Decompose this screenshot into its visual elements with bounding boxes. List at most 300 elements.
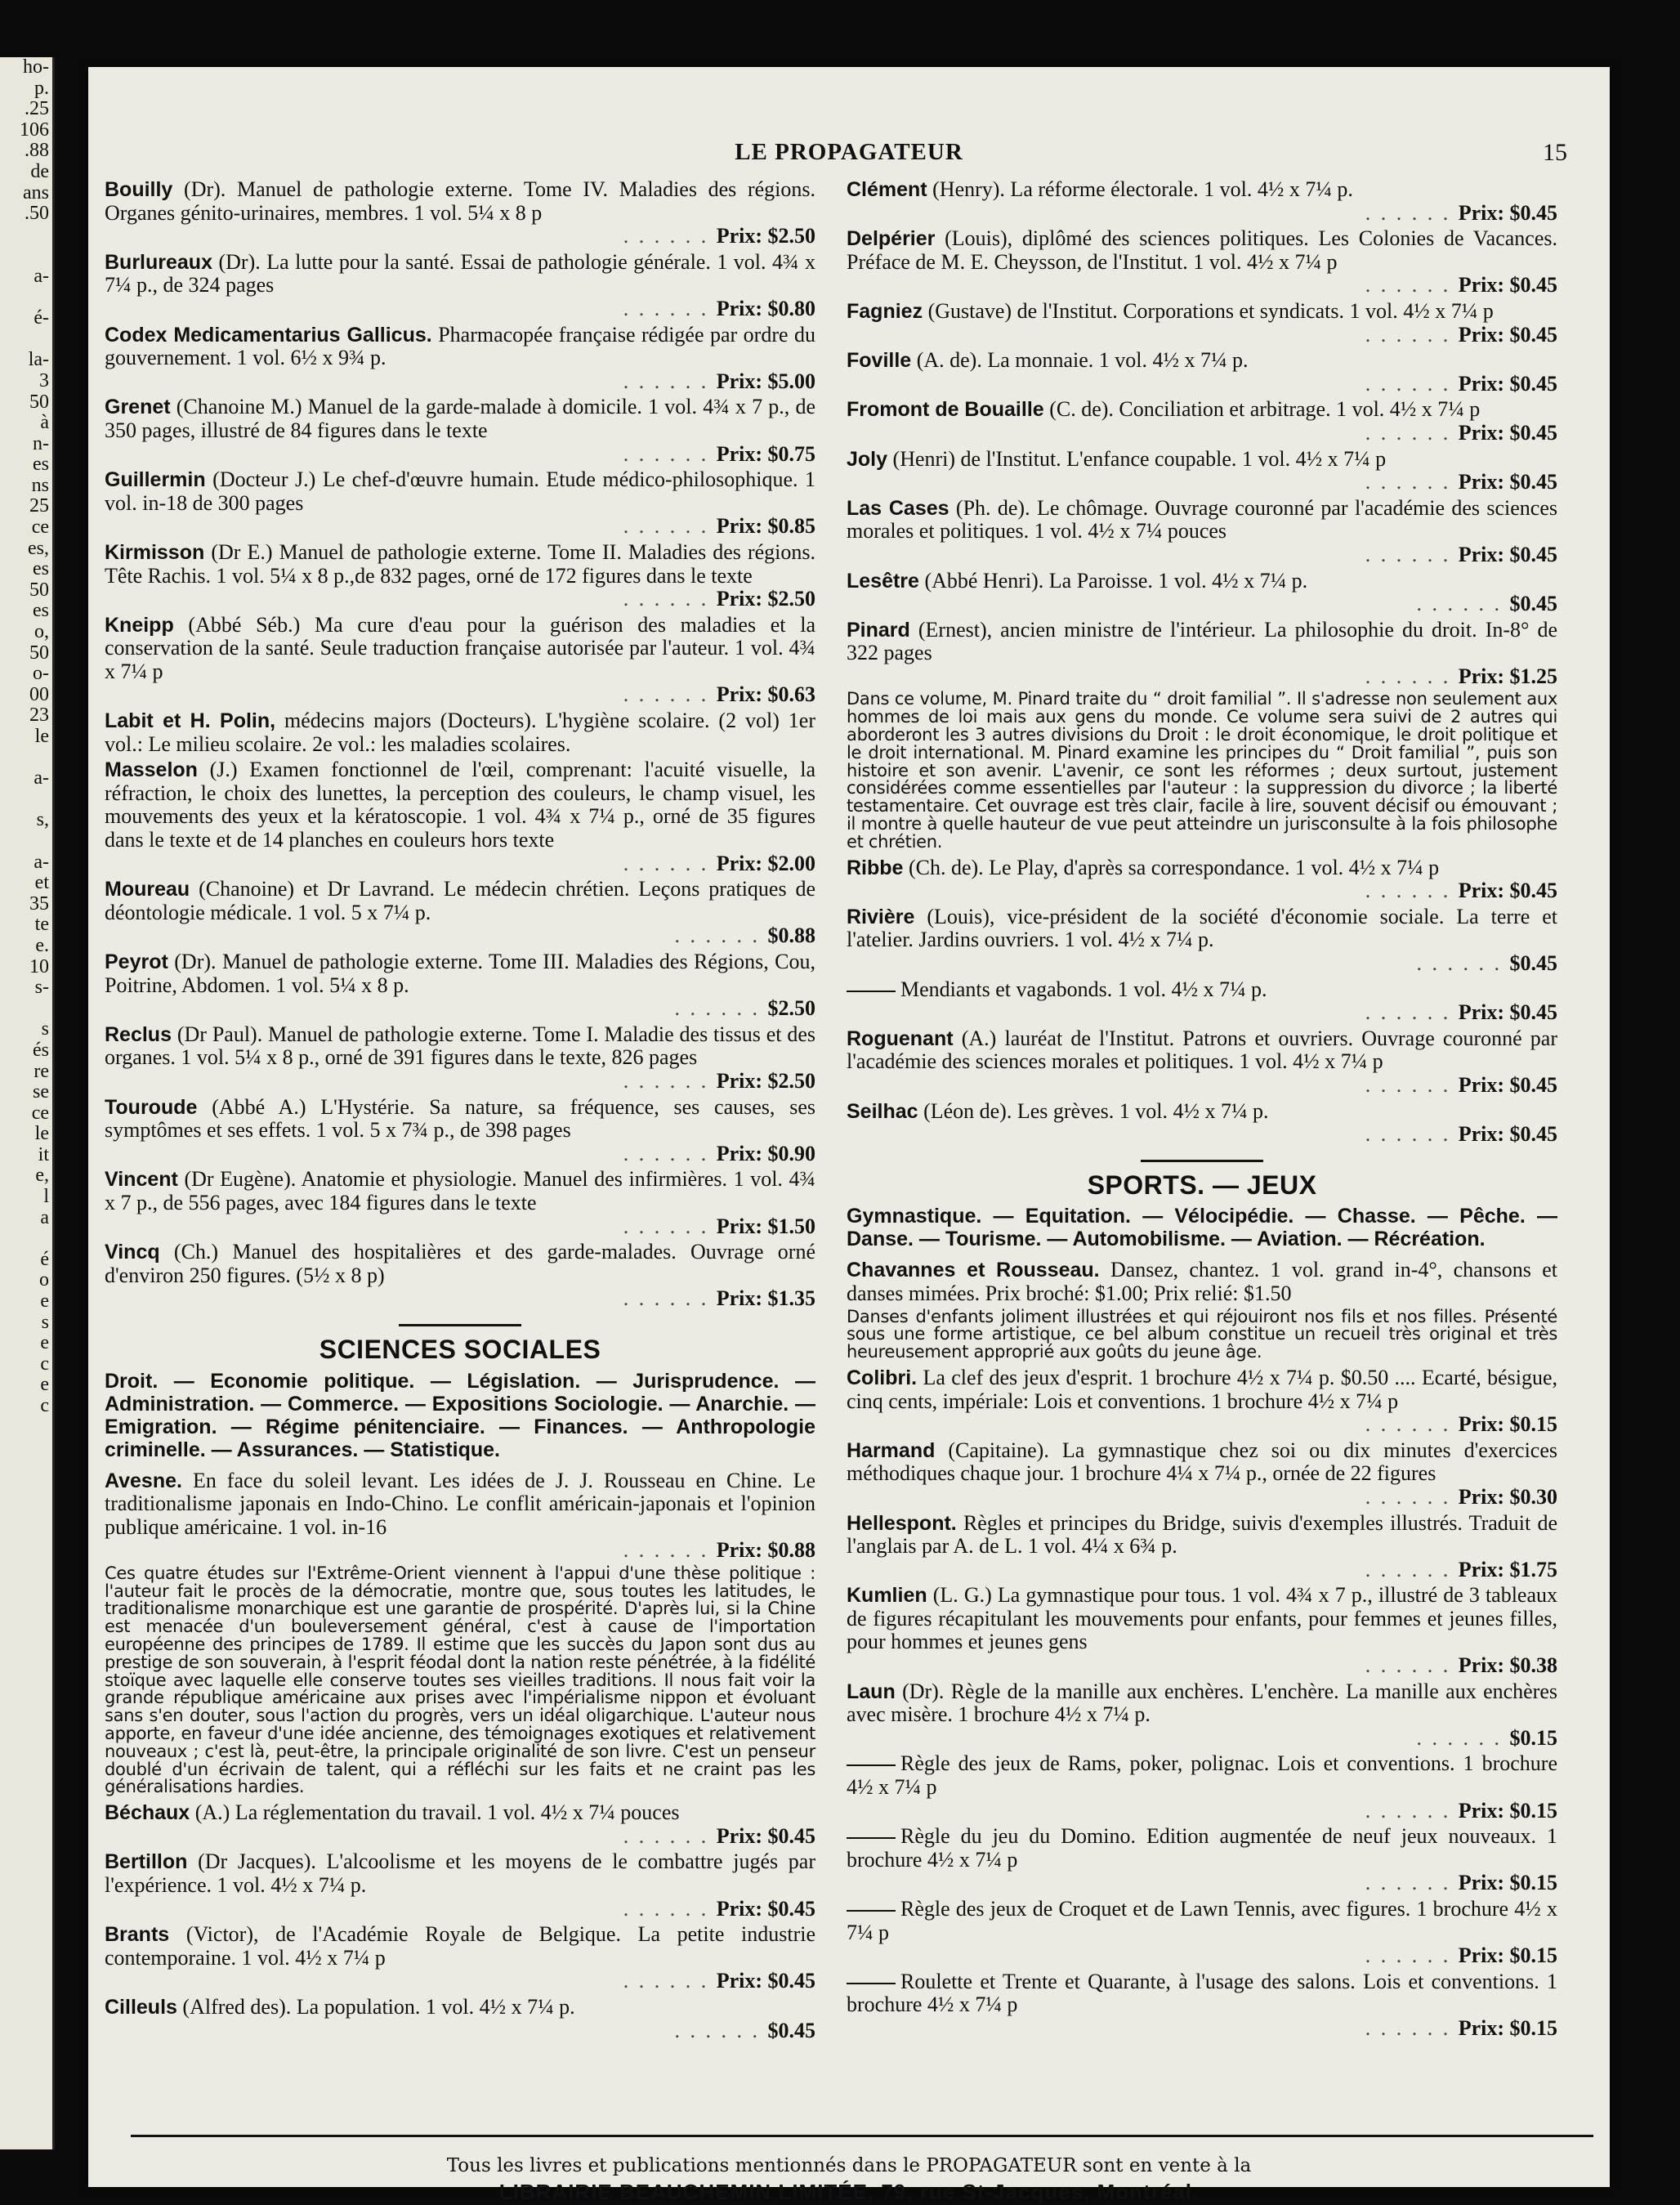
ditto-dash — [847, 1910, 896, 1912]
entry-price: Prix: $0.45 — [716, 1896, 815, 1921]
leader-dots: . . . . . . — [1416, 592, 1510, 616]
entry-price-line — [847, 1944, 1557, 1968]
leader-dots: . . . . . . — [623, 514, 717, 539]
leader-dots: . . . . . . — [1416, 951, 1510, 976]
entry-author: Touroude — [105, 1095, 198, 1119]
medical-entries — [105, 178, 815, 1311]
entry-price: Prix: $0.45 — [1458, 200, 1557, 225]
entry-author: Reclus — [105, 1022, 172, 1046]
leader-dots: . . . . . . — [1365, 420, 1459, 445]
entry-price-line — [847, 471, 1557, 494]
entry-author: Avesne. — [105, 1469, 182, 1492]
entry-price-line — [105, 1539, 815, 1563]
entry-text: Mendiants et vagabonds. 1 vol. 4½ x 7¼ p. — [900, 977, 1267, 1001]
catalog-entry — [847, 978, 1557, 1025]
footer-line-1: Tous les livres et publications mentionnés dans le PROPAGATEUR sont en vente à la — [446, 2155, 1252, 2176]
entry-price-line — [847, 422, 1557, 445]
leader-dots: . . . . . . — [1365, 1653, 1459, 1678]
entry-author: Kirmisson — [105, 540, 205, 564]
entry-text: (Gustave) de l'Institut. Corporations et syndicats. 1 vol. 4½ x 7¼ p — [927, 298, 1494, 323]
previous-page-fragment: o- — [33, 663, 49, 685]
ditto-dash — [847, 991, 896, 992]
entry-price-line — [847, 543, 1557, 567]
entry-price: Prix: $0.45 — [1458, 542, 1557, 566]
leader-dots: . . . . . . — [1365, 371, 1459, 396]
catalog-entry — [847, 1680, 1557, 1751]
entry-price: $0.15 — [1509, 1725, 1557, 1750]
entry-text: (Louis), vice-président de la société d'économie sociale. La terre et l'atelier. Jardins ouvriers. 1 vol. 4½ x 7¼ p. — [847, 904, 1558, 952]
entry-author: Vincq — [105, 1241, 160, 1264]
leader-dots: . . . . . . — [1365, 322, 1459, 347]
previous-page-fragment — [0, 245, 52, 266]
footer-line-2: LIBRAIRIE BEAUCHEMIN LIMITÉE, 79, rue St-Jacques, Montréal. — [498, 2180, 1200, 2204]
previous-page-fragment — [0, 288, 52, 309]
entry-text: La clef des jeux d'esprit. 1 brochure 4½ x 7¼ p. $0.50 .... Ecarté, bésigue, cinq cents, impériale: Lois et conventions. 1 brochure 4½ x 7¼ p — [847, 1365, 1557, 1413]
entry-text: (A. de). La monnaie. 1 vol. 4½ x 7¼ p. — [916, 348, 1249, 373]
catalog-entry — [105, 468, 815, 539]
entry-price-line — [847, 1123, 1557, 1147]
catalog-entry — [847, 349, 1557, 396]
entry-price: $0.45 — [1509, 951, 1557, 976]
previous-page-fragment: o — [39, 1269, 49, 1291]
catalog-entry — [847, 300, 1557, 347]
section-subtitle: Droit. — Economie politique. — Législation. — Jurisprudence. — Administration. — Commerce. — Expositions Sociologie. — Anarchie. — Emigration. — Régime pénitenciaire. — Finances. — Anthropologie criminelle. — Assurances. — Statistique. — [105, 1369, 815, 1461]
previous-page-fragment: é- — [34, 307, 49, 329]
catalog-entry — [105, 1923, 815, 1993]
previous-page-fragment: 50 — [29, 391, 49, 413]
leader-dots: . . . . . . — [623, 1969, 717, 1993]
previous-page-fragment: 10 — [29, 955, 49, 977]
entry-text: (Dr E.) Manuel de pathologie externe. Tome II. Maladies des régions. Tête Rachis. 1 vol. 5¼ x 8 p.,de 832 pages, orné de 172 figures dans le texte — [105, 539, 816, 588]
leader-dots: . . . . . . — [1365, 1798, 1459, 1823]
entry-author: Las Cases — [847, 496, 949, 520]
entry-price: Prix: $0.30 — [1458, 1484, 1557, 1509]
previous-page-fragment — [0, 329, 52, 351]
entry-price-line — [105, 1070, 815, 1094]
catalog-entry — [105, 1996, 815, 2042]
previous-page-fragment: te — [34, 914, 49, 936]
entry-author: Hellespont. — [847, 1511, 957, 1535]
entry-text: (Victor), de l'Académie Royale de Belgique. La petite industrie contemporaine. 1 vol. 4½ x 7¼ p — [105, 1922, 815, 1970]
section-divider — [399, 1324, 521, 1326]
entry-author: Fagniez — [847, 299, 923, 323]
page-footer — [88, 2153, 1610, 2205]
previous-page-fragment — [0, 225, 52, 246]
entry-price-line — [847, 1654, 1557, 1678]
entry-text: Pharmacopée française rédigée par ordre du gouvernement. 1 vol. 6½ x 9¾ p. — [105, 322, 815, 370]
entry-price-line — [105, 1898, 815, 1921]
leader-dots: . . . . . . — [1365, 1122, 1459, 1147]
previous-page-fragment: la- — [28, 349, 49, 371]
entry-text: (Chanoine) et Dr Lavrand. Le médecin chrétien. Leçons pratiques de déontologie médicale. 1 vol. 5 x 7¼ p. — [105, 877, 815, 924]
entry-author: Lesêtre — [847, 569, 919, 593]
entry-price-line — [847, 1800, 1557, 1823]
previous-page-fragment — [0, 1438, 52, 1459]
previous-page-fragment: e — [40, 1332, 49, 1354]
leader-dots: . . . . . . — [1416, 1725, 1510, 1750]
entry-price: Prix: $0.15 — [1458, 1943, 1557, 1968]
entry-price: Prix: $0.63 — [716, 682, 815, 707]
previous-page-fragment: a- — [34, 265, 49, 287]
entry-author: Labit et H. Polin, — [105, 709, 276, 733]
leader-dots: . . . . . . — [623, 1141, 717, 1165]
previous-page-fragment: s — [41, 1311, 49, 1333]
entry-author: Harmand — [847, 1438, 936, 1462]
entry-author: Clément — [847, 178, 927, 201]
catalog-entry — [105, 251, 815, 321]
entry-author: Roguenant — [847, 1026, 954, 1050]
page — [88, 67, 1610, 2204]
catalog-entry — [847, 619, 1557, 689]
previous-page-fragment — [0, 789, 52, 811]
previous-page-fragment: .50 — [25, 203, 49, 225]
previous-page-fragment: s, — [36, 809, 49, 831]
previous-page-fragment: 3 — [39, 369, 49, 391]
leader-dots: . . . . . . — [1365, 2015, 1459, 2040]
catalog-entry — [105, 1168, 815, 1238]
previous-page-fragment: ans — [23, 181, 49, 204]
entry-price-line — [105, 515, 815, 539]
previous-page-fragment: e. — [35, 934, 49, 956]
leader-dots: . . . . . . — [1365, 1412, 1459, 1437]
entry-price: Prix: $0.15 — [1458, 2015, 1557, 2040]
entry-price-line — [847, 1727, 1557, 1751]
entry-price-line — [847, 879, 1557, 903]
previous-page-fragment: a — [40, 1206, 49, 1228]
entry-author: Laun — [847, 1679, 896, 1703]
entry-price: Prix: $0.45 — [1458, 470, 1557, 494]
entry-author: Peyrot — [105, 950, 168, 973]
entry-author: Burlureaux — [105, 250, 212, 274]
entry-price-line — [847, 202, 1557, 226]
catalog-entry — [847, 857, 1557, 903]
entry-price-line — [847, 1559, 1557, 1582]
previous-page-fragment: ns — [31, 474, 49, 496]
entry-price: Prix: $0.45 — [1458, 1000, 1557, 1025]
entry-price-line — [105, 370, 815, 394]
entry-author: Ribbe — [847, 856, 904, 879]
section-title-sports-jeux: SPORTS. — JEUX — [1087, 1170, 1317, 1200]
entry-text: (Léon de). Les grèves. 1 vol. 4½ x 7¼ p. — [923, 1098, 1269, 1123]
previous-page-fragment: p. — [34, 77, 49, 99]
chavannes-entry — [847, 1259, 1557, 1305]
entry-author: Bouilly — [105, 178, 173, 201]
catalog-entry — [847, 178, 1557, 225]
entry-price: Prix: $2.50 — [716, 1068, 815, 1093]
page-number: 15 — [1543, 139, 1567, 166]
entry-price-line — [847, 593, 1557, 616]
entry-price: Prix: $5.00 — [716, 369, 815, 393]
entry-price-line — [847, 1413, 1557, 1437]
entry-author: Delpérier — [847, 227, 936, 251]
left-column — [105, 178, 815, 2045]
entry-author: Chavannes et Rousseau. — [847, 1259, 1100, 1282]
entry-price: Prix: $0.15 — [1458, 1871, 1557, 1895]
entry-text: (Abbé Séb.) Ma cure d'eau pour la guérison des maladies et la conservation de la santé. Seule traduction française autorisée par l'auteur. 1 vol. 4¾ x 7¼ p — [105, 612, 815, 683]
entry-price-line — [847, 1872, 1557, 1895]
avesne-note: Ces quatre études sur l'Extrême-Orient viennent à l'appui d'une thèse politique : l'auteur fait le procès de la démocratie, montre que, sous toutes les latitudes, le traditionalisme monarchique est une garantie de prospérité. D'après lui, si la Chine est menacée d'un bouleversement général, c'est à cause de l'importation européenne des principes de 1789. Il estime que les succès du Japon sont dus au prestige de son souverain, à l'esprit féodal dont la nation reste pénétrée, à la fidélité stoïque avec laquelle elle conserve toutes ses vieilles traditions. Il nous fait voir la grande république américaine aux prises avec l'impérialisme nippon et évoluant sans s'en douter, sous l'action du progrès, vers un idéal oligarchique. L'auteur nous apporte, en faveur d'une idée ancienne, des témoignages exotiques et relativement nouveaux ; c'est là, peut-être, la principale originalité de son livre. C'est un penseur doublé d'un écrivain de talent, qui a réfléchi sur les faits et ne craint pas les généralisations hardies. — [105, 1563, 815, 1797]
previous-page-fragment: és — [33, 1039, 49, 1061]
leader-dots: . . . . . . — [1365, 1557, 1459, 1581]
pinard-note: Dans ce volume, M. Pinard traite du “ droit familial ”. Il s'adresse non seulement aux hommes de loi mais aux gens du monde. Ce volume sera suivi de 2 autres qui aborderont les 3 autres divisions du Droit : le droit économique, le droit politique et le droit international. M. Pinard examine les principes du “ Droit familial ”, puis son histoire et son avenir. L'avenir, ce sont les réformes ; deux surtout, justement considérées comme essentielles par l'auteur : la suppression du divorce ; la liberté testamentaire. Cet ouvrage est très clair, facile à lire, souvent décisif ou émouvant ; il montre à quelle hauteur de vue peut atteindre un jurisconsulte à la fois philosophe et chrétien. — [847, 689, 1557, 852]
entry-price: $0.45 — [767, 2018, 815, 2042]
entry-price: $0.45 — [1509, 592, 1557, 616]
catalog-entry — [105, 178, 815, 248]
previous-page-fragment: a- — [34, 767, 49, 789]
leader-dots: . . . . . . — [1365, 200, 1459, 225]
catalog-entry — [847, 497, 1557, 567]
entry-price: Prix: $2.50 — [716, 587, 815, 611]
entry-author: Bertillon — [105, 1850, 188, 1874]
right-column — [847, 178, 1557, 2043]
entry-text: (Alfred des). La population. 1 vol. 4½ x 7¼ p. — [182, 1994, 575, 2019]
entry-price: Prix: $0.45 — [1458, 420, 1557, 445]
entry-text: (Louis), diplômé des sciences politiques. Les Colonies de Vacances. Préface de M. E. Cheysson, de l'Institut. 1 vol. 4½ x 7¼ p — [847, 226, 1557, 274]
previous-page-fragment — [0, 1228, 52, 1250]
leader-dots: . . . . . . — [623, 851, 717, 875]
previous-page-fragment: es — [33, 454, 49, 476]
entry-text: (Ch.) Manuel des hospitalières et des garde-malades. Ouvrage orné d'environ 250 figures. (5½ x 8 p) — [105, 1240, 815, 1287]
catalog-entry — [105, 758, 815, 875]
entry-price-line — [105, 588, 815, 611]
catalog-entry — [105, 1469, 815, 1563]
entry-price: Prix: $0.45 — [716, 1969, 815, 1993]
entry-price-line — [847, 2017, 1557, 2041]
entry-text: (Abbé A.) L'Hystérie. Sa nature, sa fréquence, ses causes, ses symptômes et ses effets. 1 vol. 5 x 7¾ p., de 398 pages — [105, 1094, 815, 1143]
entry-text: (Dr Paul). Manuel de pathologie externe. Tome I. Maladie des tissus et des organes. 1 vol. 5¼ x 8 p., orné de 391 figures dans le texte, 826 pages — [105, 1022, 816, 1070]
previous-page-fragment: es — [33, 558, 49, 580]
entry-author: Rivière — [847, 905, 915, 928]
previous-page-fragment — [0, 748, 52, 769]
entry-price-line — [105, 924, 815, 948]
leader-dots: . . . . . . — [623, 296, 717, 320]
entry-price: Prix: $0.38 — [1458, 1653, 1557, 1678]
entry-author: Foville — [847, 349, 912, 373]
leader-dots: . . . . . . — [1365, 879, 1459, 903]
section-divider — [1141, 1160, 1263, 1162]
entry-price-line — [847, 324, 1557, 347]
catalog-entry — [105, 1023, 815, 1094]
entry-author: Masselon — [105, 758, 198, 782]
entry-price-line — [847, 1001, 1557, 1025]
entry-text: (Dr). La lutte pour la santé. Essai de pathologie générale. 1 vol. 4¾ x 7¼ p., de 324 pages — [105, 249, 816, 297]
entry-text: Règle du jeu du Domino. Edition augmentée de neuf jeux nouveaux. 1 brochure 4½ x 7¼ p — [847, 1824, 1557, 1872]
previous-page-fragment: es — [33, 600, 49, 622]
social-entries-continued — [847, 178, 1557, 688]
leader-dots: . . . . . . — [623, 224, 717, 248]
catalog-entry — [105, 709, 815, 756]
catalog-entry — [847, 570, 1557, 616]
catalog-entry — [105, 950, 815, 1021]
catalog-entry — [847, 1898, 1557, 1968]
previous-page-fragment — [0, 831, 52, 852]
previous-page-fragment: s- — [34, 977, 49, 999]
entry-text: (J.) Examen fonctionnel de l'œil, comprenant: l'acuité visuelle, la réfraction, le choix des lunettes, la perception des couleurs, le champ visuel, les mouvements des yeux et la kératoscopie. 1 vol. 4¾ x 7¼ p., orné de 35 figures dans le texte et de 14 planches en couleurs hors texte — [105, 758, 815, 852]
leader-dots: . . . . . . — [1365, 542, 1459, 566]
entry-author: Guillermin — [105, 468, 206, 492]
entry-price: Prix: $0.85 — [716, 514, 815, 539]
entry-text: (L. G.) La gymnastique pour tous. 1 vol. 4¾ x 7 p., illustré de 3 tableaux de figures récapitulant les mouvements pour enfants, pour femmes et jeunes filles, pour hommes et jeunes gens — [847, 1583, 1558, 1654]
previous-page-edge — [0, 57, 55, 2149]
entry-price: $2.50 — [767, 996, 815, 1021]
previous-page-fragment: 106 — [20, 119, 49, 141]
entry-price-line — [105, 2019, 815, 2043]
leader-dots: . . . . . . — [623, 1286, 717, 1311]
entry-author: Vincent — [105, 1168, 178, 1192]
entry-price-line — [105, 683, 815, 707]
leader-dots: . . . . . . — [623, 1823, 717, 1848]
catalog-entry — [105, 1241, 815, 1311]
catalog-entry — [105, 1801, 815, 1848]
entry-text: (Dr). Règle de la manille aux enchères. L'enchère. La manille aux enchères avec misère. 1 brochure 4½ x 7¼ p. — [847, 1679, 1557, 1727]
entry-text: (Ph. de). Le chômage. Ouvrage couronné par l'académie des sciences morales et politiques. 1 vol. 4½ x 7¼ pouces — [847, 495, 1557, 543]
previous-page-fragment: le — [34, 726, 49, 747]
leader-dots: . . . . . . — [674, 996, 768, 1021]
entry-price: Prix: $0.80 — [716, 296, 815, 320]
entry-price-line — [847, 373, 1557, 396]
previous-page-fragment: c — [40, 1395, 49, 1416]
ditto-dash — [847, 1764, 896, 1766]
entry-price-line — [105, 297, 815, 321]
previous-page-fragment: ce — [31, 517, 49, 539]
catalog-entry — [847, 1752, 1557, 1823]
entry-price: Prix: $1.50 — [716, 1214, 815, 1238]
catalog-entry — [847, 1970, 1557, 2041]
catalog-entry — [105, 324, 815, 394]
catalog-entry — [847, 398, 1557, 445]
entry-price-line — [105, 1825, 815, 1849]
previous-page-fragment: a- — [34, 851, 49, 873]
entry-price: Prix: $0.45 — [1458, 371, 1557, 396]
entry-price: Prix: $1.75 — [1458, 1557, 1557, 1581]
entry-price: Prix: $1.25 — [1458, 664, 1557, 688]
leader-dots: . . . . . . — [623, 1538, 717, 1563]
entry-price-line — [105, 225, 815, 248]
entry-price-line — [847, 1486, 1557, 1510]
previous-page-fragment: 25 — [29, 495, 49, 517]
entry-author: Grenet — [105, 396, 171, 419]
leader-dots: . . . . . . — [1365, 1943, 1459, 1968]
entry-price: Prix: $2.00 — [716, 851, 815, 875]
page-title: LE PROPAGATEUR — [735, 139, 963, 165]
catalog-entry — [105, 1096, 815, 1166]
page-header — [88, 139, 1610, 172]
entry-author: Cilleuls — [105, 1995, 177, 2019]
entry-price: Prix: $2.50 — [716, 224, 815, 248]
catalog-entry — [847, 1259, 1557, 1305]
entry-price: Prix: $0.75 — [716, 441, 815, 466]
entry-author: Pinard — [847, 618, 910, 642]
entry-text: (Ernest), ancien ministre de l'intérieur. La philosophie du droit. In-8° de 322 pages — [847, 617, 1558, 665]
previous-page-fragment — [0, 1459, 52, 1480]
previous-page-fragment: s — [41, 1018, 49, 1040]
avesne-entry — [105, 1469, 815, 1563]
section-title-sciences-sociales: SCIENCES SOCIALES — [319, 1334, 601, 1364]
ditto-dash — [847, 1837, 896, 1839]
leader-dots: . . . . . . — [1365, 273, 1459, 297]
previous-page-fragment: de — [30, 160, 49, 182]
entry-price-line — [847, 274, 1557, 297]
previous-page-fragment: é — [40, 1248, 49, 1270]
catalog-entry — [847, 227, 1557, 297]
entry-price: Prix: $0.45 — [1458, 322, 1557, 347]
previous-page-fragment: .25 — [25, 98, 49, 120]
entry-author: Codex Medicamentarius Gallicus. — [105, 323, 432, 347]
entry-price-line — [847, 665, 1557, 689]
leader-dots: . . . . . . — [623, 1214, 717, 1238]
entry-price-line — [105, 852, 815, 876]
previous-page-fragment: à — [40, 412, 49, 434]
catalog-entry — [847, 1366, 1557, 1437]
entry-author: Brants — [105, 1923, 170, 1947]
entry-author: Kumlien — [847, 1584, 927, 1608]
previous-page-fragment: c — [40, 1353, 49, 1375]
entry-price: Prix: $0.45 — [1458, 879, 1557, 903]
leader-dots: . . . . . . — [1365, 664, 1459, 688]
previous-page-fragment: le — [34, 1123, 49, 1145]
entry-price-line — [847, 952, 1557, 976]
entry-author: Kneipp — [105, 613, 174, 637]
previous-page-fragment: re — [34, 1060, 49, 1082]
entry-price: Prix: $0.15 — [1458, 1412, 1557, 1437]
entry-text: (A.) La réglementation du travail. 1 vol. 4½ x 7¼ pouces — [194, 1800, 680, 1825]
entry-price-line — [105, 1287, 815, 1311]
entry-text: (Henry). La réforme électorale. 1 vol. 4½ x 7¼ p. — [932, 177, 1353, 201]
entry-price: Prix: $0.88 — [716, 1538, 815, 1563]
catalog-entry — [105, 614, 815, 707]
chavannes-note: Danses d'enfants joliment illustrées et qui réjouiront nos fils et nos filles. Présenté sous une forme artistique, ce bel album constitue un recueil très original et très heureusement approprié aux goûts du jeune âge. — [847, 1306, 1557, 1362]
previous-page-fragment: e — [40, 1374, 49, 1396]
entry-author: Seilhac — [847, 1099, 918, 1123]
catalog-entry — [847, 1439, 1557, 1510]
entry-text: (Ch. de). Le Play, d'après sa correspondance. 1 vol. 4½ x 7¼ p — [908, 855, 1440, 879]
entry-price: $0.88 — [767, 924, 815, 948]
catalog-entry — [105, 878, 815, 948]
ditto-dash — [847, 1983, 896, 1984]
entry-text: (Docteur J.) Le chef-d'œuvre humain. Etude médico-philosophique. 1 vol. in-18 de 300 pages — [105, 467, 815, 515]
previous-page-fragment: 23 — [29, 704, 49, 727]
previous-page-fragment: es, — [28, 537, 49, 559]
leader-dots: . . . . . . — [1365, 1871, 1459, 1895]
entry-price-line — [105, 1143, 815, 1166]
entry-text: (Capitaine). La gymnastique chez soi ou dix minutes d'exercices méthodiques chaque jour. 1 brochure 4¼ x 7¼ p., ornée de 22 figures — [847, 1438, 1558, 1486]
entry-price-line — [847, 1074, 1557, 1098]
leader-dots: . . . . . . — [674, 924, 768, 948]
leader-dots: . . . . . . — [674, 2018, 768, 2042]
entry-price-line — [105, 443, 815, 467]
entry-author: Joly — [847, 447, 888, 471]
entry-author: Béchaux — [105, 1801, 190, 1825]
social-entries — [105, 1801, 815, 2042]
previous-page-fragment: e — [40, 1290, 49, 1313]
entry-price: Prix: $0.45 — [1458, 273, 1557, 297]
entry-price: Prix: $0.45 — [1458, 1072, 1557, 1097]
catalog-entry — [847, 1584, 1557, 1677]
entry-author: Moureau — [105, 878, 190, 901]
social-entries-more — [847, 857, 1557, 1147]
entry-price: Prix: $0.45 — [716, 1823, 815, 1848]
leader-dots: . . . . . . — [1365, 1000, 1459, 1025]
entry-text: Règle des jeux de Croquet et de Lawn Tennis, avec figures. 1 brochure 4½ x 7¼ p — [847, 1897, 1557, 1944]
catalog-entry — [105, 396, 815, 466]
entry-text: Roulette et Trente et Quarante, à l'usage des salons. Lois et conventions. 1 brochure 4½ x 7¼ p — [847, 1969, 1557, 2017]
previous-page-fragment: 50 — [29, 642, 49, 664]
catalog-entry — [105, 541, 815, 611]
entry-text: (Dr Jacques). L'alcoolisme et les moyens de le combattre jugés par l'expérience. 1 vol. 4½ x 7¼ p. — [105, 1849, 816, 1898]
footer-divider — [131, 2135, 1593, 2137]
previous-page-fragment: e, — [35, 1165, 49, 1187]
catalog-entry — [105, 1850, 815, 1921]
